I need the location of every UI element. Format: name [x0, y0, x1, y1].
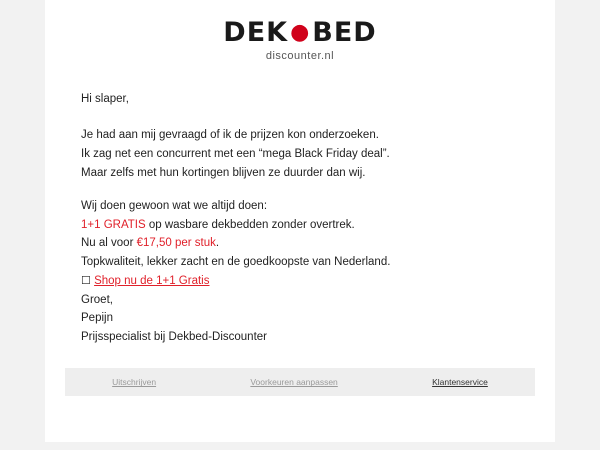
intro-paragraph: [81, 126, 519, 182]
logo-subtitle: discounter.nl: [265, 49, 335, 62]
brand-logo[interactable]: [45, 0, 555, 76]
greeting-text: Hi slaper,: [81, 92, 129, 105]
intro-line-1: Je had aan mij gevraagd of ik de prijzen kon onderzoeken.: [81, 129, 379, 142]
email-body: [45, 0, 555, 442]
offer-intro-line: Wij doen gewoon wat we altijd doen:: [81, 200, 268, 213]
intro-line-2: Ik zag net een concurrent met een “mega Black Friday deal”.: [81, 147, 390, 160]
email-footer: [65, 368, 535, 396]
price-value: €17,50 per stuk: [136, 237, 216, 250]
shop-now-link[interactable]: Shop nu de 1+1 Gratis: [94, 274, 210, 287]
logo-word-two: BED: [312, 17, 377, 48]
sender-title: Prijsspecialist bij Dekbed-Discounter: [81, 330, 267, 343]
price-prefix: Nu al voor: [81, 237, 137, 250]
sender-name: Pepijn: [81, 312, 113, 325]
sign-off: Groet,: [81, 293, 113, 306]
footer-spacer: [45, 396, 555, 442]
offer-paragraph: [81, 197, 519, 346]
logo-dot-icon: ●: [290, 20, 311, 46]
customer-service-link[interactable]: Klantenservice: [432, 377, 488, 388]
intro-line-3: Maar zelfs met hun kortingen blijven ze duurder dan wij.: [81, 166, 366, 179]
preferences-link[interactable]: Voorkeuren aanpassen: [250, 377, 338, 388]
email-content: [45, 76, 555, 347]
price-suffix: .: [215, 237, 220, 250]
offer-rest: op wasbare dekbedden zonder overtrek.: [145, 218, 355, 231]
quality-line: Topkwaliteit, lekker zacht en de goedkoopste van Nederland.: [81, 256, 391, 269]
offer-badge: 1+1 GRATIS: [81, 218, 146, 231]
cart-icon: ☐: [81, 274, 91, 287]
logo-wordmark: [45, 18, 555, 48]
unsubscribe-link[interactable]: Uitschrijven: [112, 377, 157, 388]
logo-word-one: DEK: [223, 17, 289, 48]
